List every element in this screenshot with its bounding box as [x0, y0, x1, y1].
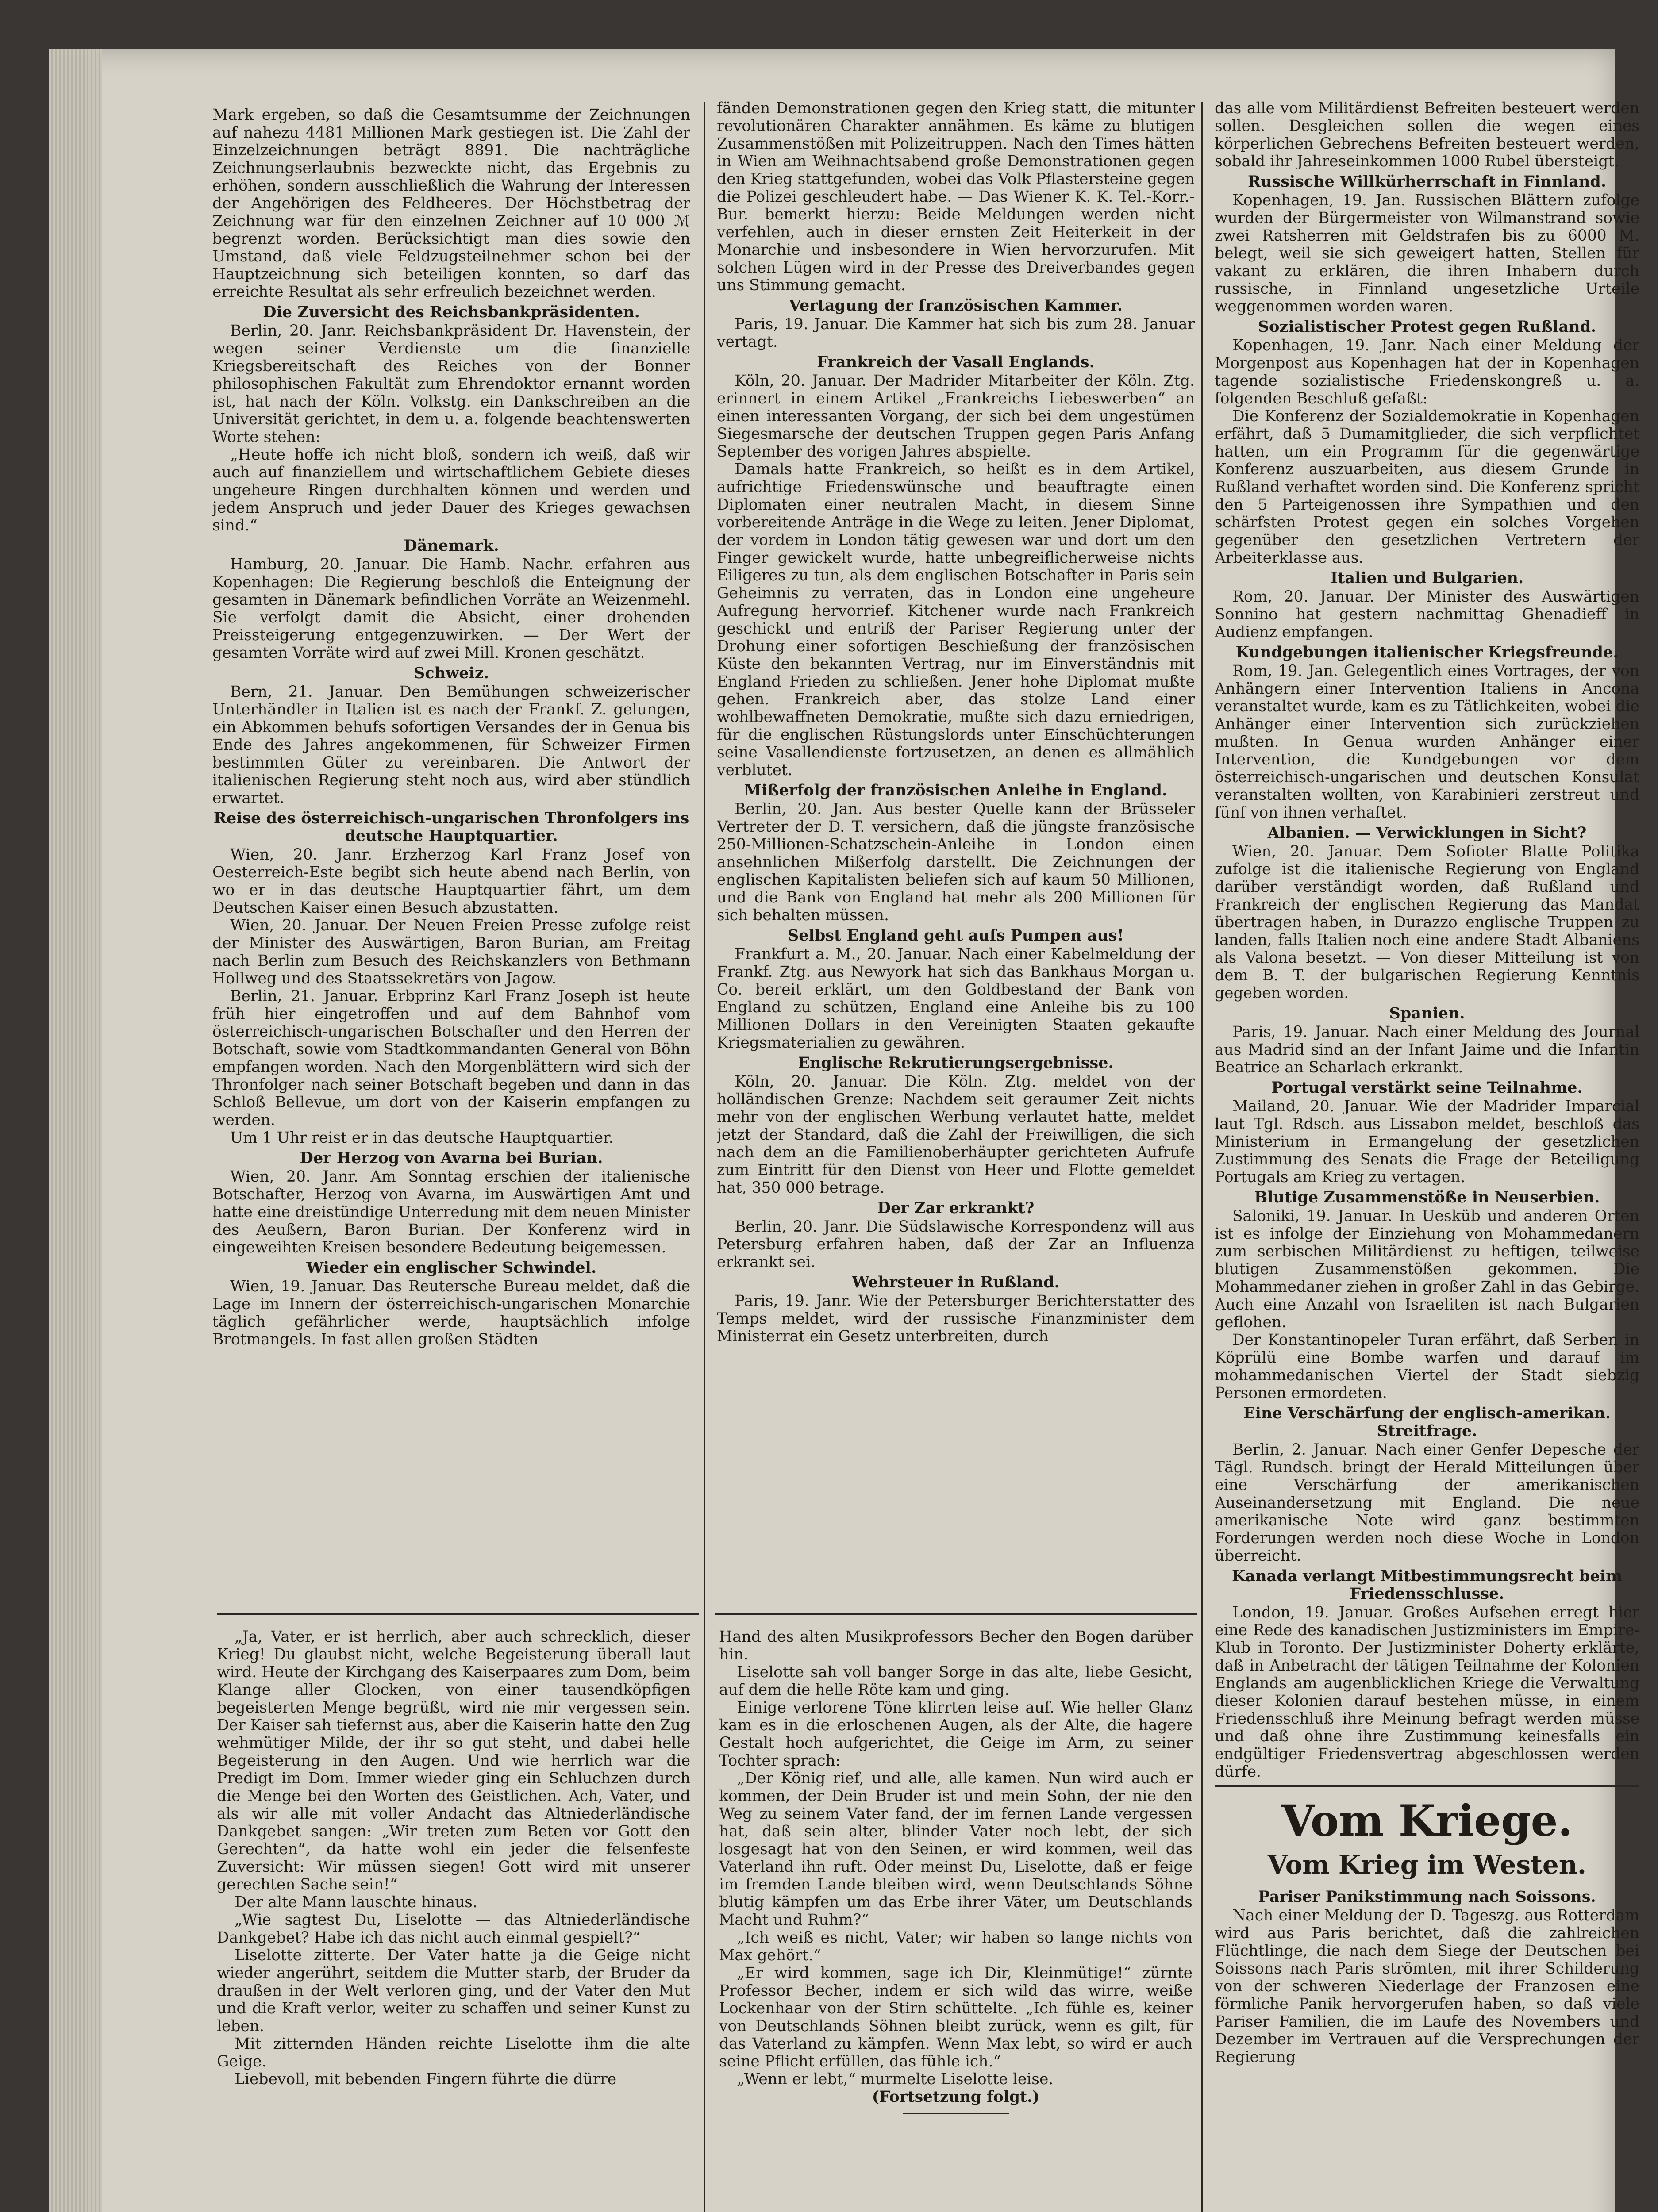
col3-heading-3: Italien und Bulgarien.: [1330, 569, 1524, 587]
col1-heading-2: Dänemark.: [404, 537, 499, 555]
feuilleton-right-para-5: „Ich weiß es nicht, Vater; wir haben so lange nichts von Max gehört.“: [719, 1929, 1193, 1964]
col3-heading-2: Sozialistischer Protest gegen Rußland.: [1258, 318, 1596, 336]
col3-para-6: Paris, 19. Januar. Nach einer Meldung des Journal aus Madrid sind an der Infant Jaime und die Infantin Beatrice an Scharlach erkrankt.: [1215, 1023, 1639, 1076]
feuilleton-left-para-3: „Wie sagtest Du, Liselotte — das Altniederländische Dankgebet? Habe ich das nicht auch einmal gespielt?“: [217, 1911, 690, 1947]
col2-heading-4: Selbst England geht aufs Pumpen aus!: [787, 926, 1124, 945]
col1-heading-1: Die Zuversicht des Reichsbankpräsidenten.: [263, 303, 640, 321]
col2-intro: fänden Demonstrationen gegen den Krieg statt, die mitunter revolutionären Charakter annähmen. Es käme zu blutigen Zusammenstößen mit Polizeitruppen. Nach den Times hätten in Wien am Weihnachtsabend große Demonstrationen gegen den Krieg stattgefunden, wobei das Volk Pflastersteine gegen die Polizei geschleudert habe. — Das Wiener K. K. Tel.-Korr.-Bur. bemerkt hierzu: Beide Meldungen werden nicht verfehlen, auch in dieser ernsten Zeit Heiterkeit in der Monarchie und insbesondere in Wien hervorzurufen. Mit solchen Lügen wird in der Presse des Dreiverbandes gegen uns Stimmung gemacht.: [717, 100, 1195, 294]
col1-para-5: Wien, 20. Janr. Am Sonntag erschien der italienische Botschafter, Herzog von Avarna, im Auswärtigen Amt und hatte eine dreistündige Unterredung mit dem neuen Minister des Aeußern, Baron Burian. Der Konferenz wird in eingeweihten Kreisen besondere Bedeutung beigemessen.: [212, 1168, 690, 1256]
col1-para-3: Bern, 21. Januar. Den Bemühungen schweizerischer Unterhändler in Italien ist es nach der Frankf. Z. gelungen, ein Abkommen behufs sofortigen Versandes der in Genua bis Ende des Jahres angekommenen, für Schweizer Firmen bestimmten Güter zu vereinbaren. Die Antwort der italienischen Regierung steht noch aus, wird aber stündlich erwartet.: [212, 683, 690, 807]
col2-para-6: Berlin, 20. Janr. Die Südslawische Korrespondenz will aus Petersburg erfahren haben, daß der Zar an Influenza erkrankt sei.: [717, 1218, 1195, 1271]
col3-heading-4: Kundgebungen italienischer Kriegsfreunde.: [1235, 643, 1619, 661]
col2-heading-1: Vertagung der französischen Kammer.: [789, 296, 1123, 315]
col3-para-1: Kopenhagen, 19. Jan. Russischen Blättern zufolge wurden der Bürgermeister von Wilmanstrand sowie zwei Ratsherren mit Geldstrafen bis zu 6000 M. belegt, weil sie sich geweigert hatten, Stellen für vakant zu erklären, die ihren Inhabern durch russische, in Finnland ungesetzliche Urteile weggenommen worden waren.: [1215, 192, 1639, 315]
col2-para-2: Köln, 20. Januar. Der Madrider Mitarbeiter der Köln. Ztg. erinnert in einem Artikel „Frankreichs Liebeswerben“ an einen interessanten Vorgang, der sich bei dem ungestümen Siegesmarsche der deutschen Truppen gegen Paris Anfang September des vorigen Jahres abspielte.: [717, 372, 1195, 461]
col2-heading-7: Wehrsteuer in Rußland.: [852, 1273, 1060, 1291]
page-edge-shadow: [49, 49, 102, 2212]
column-3: [1215, 100, 1639, 2212]
feuilleton-left-para-2: Der alte Mann lauschte hinaus.: [235, 1893, 477, 1911]
feuilleton-left-para-5: Mit zitternden Händen reichte Liselotte ihm die alte Geige.: [217, 2035, 690, 2070]
feuilleton-left-para-1: „Ja, Vater, er ist herrlich, aber auch schrecklich, dieser Krieg! Du glaubst nicht, welche Begeisterung überall laut wird. Heute der Kirchgang des Kaiserpaares zum Dom, beim Klange aller Glocken, von einer tausendköpfigen begeisterten Menge begrüßt, wird nie mir vergessen sein. Der Kaiser sah tiefernst aus, aber die Kaiserin hatte den Zug wehmütiger Milde, der ihr so gut steht, und dabei helle Begeisterung in den Augen. Und wie herrlich war die Predigt im Dom. Immer wieder ging ein Schluchzen durch die Menge bei den Worten des Geistlichen. Ach, Vater, und als wir alle mit voller Andacht das Altniederländische Dankgebet sangen: „Wir treten zum Beten vor Gott den Gerechten“, da hatte wohl ein jeder die felsenfeste Zuversicht: Wir müssen siegen! Gott wird mit unserer gerechten Sache sein!“: [217, 1628, 690, 1893]
feuilleton-right-para-3: Einige verlorene Töne klirrten leise auf. Wie heller Glanz kam es in die erloschenen Augen, als der Alte, die hagere Gestalt hoch aufgerichtet, die Geige im Arm, zu seiner Tochter sprach:: [719, 1699, 1193, 1770]
column-2: [717, 100, 1195, 1606]
col2-para-1: Paris, 19. Januar. Die Kammer hat sich bis zum 28. Januar vertagt.: [717, 315, 1195, 351]
col2-heading-3: Mißerfolg der französischen Anleihe in England.: [744, 781, 1168, 799]
feuilleton-right-para-4: „Der König rief, und alle, alle kamen. Nun wird auch er kommen, der Dein Bruder ist und mein Sohn, der nie den Weg zu seinem Vater fand, der im fernen Lande vergessen hat, daß sein alter, blinder Vater noch lebt, der sich losgesagt hat von den Seinen, er wird kommen, weil das Vaterland ihn ruft. Oder meinst Du, Liselotte, daß er feige im fremden Lande bleiben wird, wenn Deutschlands Söhne blutig kämpfen um das Erbe ihrer Väter, um Deutschlands Macht und Ruhm?“: [719, 1770, 1193, 1929]
col3-para-3: Rom, 20. Januar. Der Minister des Auswärtigen Sonnino hat gestern nachmittag Ghenadieff in Audienz empfangen.: [1215, 588, 1639, 641]
col1-para-4c: Berlin, 21. Januar. Erbprinz Karl Franz Joseph ist heute früh hier eingetroffen und auf dem Bahnhof vom österreichisch-ungarischen Botschafter und den Herren der Botschaft, sowie vom Stadtkommandanten General von Böhn empfangen worden. Nach den Morgenblättern wird sich der Thronfolger nach seiner Botschaft begeben und dann in das Schloß Bellevue, um dort von der Kaiserin empfangen zu werden.: [212, 987, 690, 1129]
col1-heading-6: Wieder ein englischer Schwindel.: [306, 1259, 597, 1277]
feuilleton-left-para-4: Liselotte zitterte. Der Vater hatte ja die Geige nicht wieder angerührt, seitdem die Mutter starb, der Bruder da draußen in der Welt verloren ging, und der Vater den Mut und die Kraft verlor, weiter zu schaffen und seiner Kunst zu leben.: [217, 1947, 690, 2035]
col1-intro: Mark ergeben, so daß die Gesamtsumme der Zeichnungen auf nahezu 4481 Millionen Mark gestiegen ist. Die Zahl der Einzelzeichnungen beträgt 8891. Die nachträgliche Zeichnungserlaubnis bezweckte nicht, das Ergebnis zu erhöhen, sondern ausschließlich die Wahrung der Interessen der Angehörigen des Feldheeres. Der Höchstbetrag der Zeichnung war für den einzelnen Zeichner auf 10 000 ℳ begrenzt worden. Berücksichtigt man dies sowie den Umstand, daß viele Feldzugsteilnehmer schon bei der Hauptzeichnung sich beteiligen konnten, so darf das erreichte Resultat als sehr erfreulich bezeichnet werden.: [212, 106, 690, 301]
col1-para-4b: Wien, 20. Januar. Der Neuen Freien Presse zufolge reist der Minister des Auswärtigen, Baron Burian, am Freitag nach Berlin zum Besuch des Reichskanzlers von Bethmann Hollweg und des Staatssekretärs von Jagow.: [212, 917, 690, 987]
col1-para-1: Berlin, 20. Janr. Reichsbankpräsident Dr. Havenstein, der wegen seiner Verdienste um die finanzielle Kriegsbereitschaft des Reiches von der Bonner philosophischen Fakultät zum Ehrendoktor ernannt worden ist, hat nach der Köln. Volkstg. ein Dankschreiben an die Universität gerichtet, in dem u. a. folgende beachtenswerten Worte stehen:: [212, 322, 690, 446]
feuilleton-right-para-6: „Er wird kommen, sage ich Dir, Kleinmütige!“ zürnte Professor Becher, indem er sich wild das wirre, weiße Lockenhaar von der Stirn schüttelte. „Ich fühle es, keiner von Deutschlands Söhnen bleibt zurück, wenn es gilt, für das Vaterland zu kämpfen. Wenn Max lebt, so wird er auch seine Pflicht erfüllen, das fühle ich.“: [719, 1964, 1193, 2070]
col3-para-8b: Der Konstantinopeler Turan erfährt, daß Serben in Köprülü eine Bombe warfen und darauf im mohammedanischen Viertel der Stadt siebzig Personen ermordeten.: [1215, 1331, 1639, 1402]
col2-heading-6: Der Zar erkrankt?: [877, 1199, 1035, 1217]
col3-para-11: Nach einer Meldung der D. Tageszg. aus Rotterdam wird aus Paris berichtet, daß die zahlreichen Flüchtlinge, die nach dem Siege der Deutschen bei Soissons nach Paris strömten, mit ihrer Schilderung von der schweren Niederlage der Franzosen eine förmliche Panik hervorgerufen haben, so daß viele Pariser Familien, die im Laufe des Novembers und Dezember im Vertrauen auf die Versprechungen der Regierung: [1215, 1907, 1639, 2066]
feuilleton-left-para-6: Liebevoll, mit bebenden Fingern führte die dürre: [235, 2070, 617, 2088]
col1-heading-5: Der Herzog von Avarna bei Burian.: [300, 1149, 603, 1167]
col3-heading-8: Blutige Zusammenstöße in Neuserbien.: [1254, 1188, 1600, 1206]
col2-para-5: Köln, 20. Januar. Die Köln. Ztg. meldet von der holländischen Grenze: Nachdem seit geraumer Zeit nichts mehr von der englischen Werbung verlautet hatte, meldet jetzt der Standard, daß die Zahl der Freiwilligen, die sich nach dem an die Familienoberhäupter gerichteten Aufrufe zum Eintritt für den Dienst von Heer und Flotte gemeldet hat, 350 000 betrage.: [717, 1073, 1195, 1197]
column-rule-1: [704, 102, 705, 2212]
col2-para-2b: Damals hatte Frankreich, so heißt es in dem Artikel, aufrichtige Friedenswünsche und beauftragte einen Diplomaten einer neutralen Macht, in diesem Sinne vorbereitende Anträge in die Wege zu leiten. Jener Diplomat, der vordem in London tätig gewesen war und dort um den Finger gewickelt wurde, hatte unbegreiflicherweise nichts Eiligeres zu tun, als dem englischen Botschafter in Paris sein Geheimnis zu verraten, das in London eine ungeheure Aufregung hervorrief. Kitchener wurde nach Frankreich geschickt und entriß der Pariser Regierung unter der Drohung einer sofortigen Beschießung der französischen Küste den bekannten Vertrag, nur im Einverständnis mit England Frieden zu schließen. Jener hohe Diplomat mußte gehen. Frankreich aber, das stolze Land einer wohlbewaffneten Demokratie, mußte sich dazu erniedrigen, für die englischen Rüstungslords unter Einschüchterungen seine Vasallendienste fortzusetzen, an denen es allmählich verblutet.: [717, 461, 1195, 779]
column-1: [212, 106, 690, 1606]
col3-para-4: Rom, 19. Jan. Gelegentlich eines Vortrages, der von Anhängern einer Intervention Italiens in Ancona veranstaltet wurde, kam es zu Tätlichkeiten, wobei die Anhänger einer Intervention sich zurückziehen mußten. In Genua wurden Anhänger einer Intervention, die Kundgebungen vor dem österreichisch-ungarischen und deutschen Konsulat veranstalten wollten, von Karabinieri zerstreut und fünf von ihnen verhaftet.: [1215, 662, 1639, 822]
feuilleton-separator-right: [715, 1613, 1197, 1615]
col2-para-4: Frankfurt a. M., 20. Januar. Nach einer Kabelmeldung der Frankf. Ztg. aus Newyork hat sich das Bankhaus Morgan u. Co. bereit erklärt, um den Goldbestand der Bank von England zu schützen, England eine Anleihe bis zu 100 Millionen Dollars in den Vereinigten Staaten gekaufte Kriegsmaterialien zu gewähren.: [717, 945, 1195, 1052]
col2-heading-5: Englische Rekrutierungsergebnisse.: [798, 1054, 1114, 1072]
feuilleton-left: [217, 1628, 690, 2212]
col3-para-5: Wien, 20. Januar. Dem Sofioter Blatte Politika zufolge ist die italienische Regierung von England darüber verständigt worden, daß Rußland und Frankreich der englischen Regierung das Mandat übertragen haben, in Durazzo englische Truppen zu landen, falls Italien noch eine andere Stadt Albaniens als Valona besetzt. — Von dieser Mitteilung ist von dem B. T. der bulgarischen Regierung Kenntnis gegeben worden.: [1215, 843, 1639, 1002]
col2-heading-2: Frankreich der Vasall Englands.: [817, 353, 1095, 371]
col3-para-7: Mailand, 20. Januar. Wie der Madrider Imparcial laut Tgl. Rdsch. aus Lissabon meldet, beschloß das Ministerium in Ermangelung der gesetzlichen Zustimmung des Senats die Frage der Beteiligung Portugals am Krieg zu vertagen.: [1215, 1098, 1639, 1186]
col3-para-9: Berlin, 2. Januar. Nach einer Genfer Depesche der Tägl. Rundsch. bringt der Herald Mitteilungen über eine Verschärfung der amerikanischen Auseinandersetzung mit England. Die neue amerikanische Note wird ganz bestimmten Forderungen werden noch diese Woche in London überreicht.: [1215, 1441, 1639, 1565]
column-rule-2: [1201, 102, 1203, 2212]
col1-para-6: Wien, 19. Januar. Das Reutersche Bureau meldet, daß die Lage im Innern der österreichisch-ungarischen Monarchie täglich gefährlicher werde, hauptsächlich infolge Brotmangels. In fast allen großen Städten: [212, 1278, 690, 1348]
col1-para-2: Hamburg, 20. Januar. Die Hamb. Nachr. erfahren aus Kopenhagen: Die Regierung beschloß die Enteignung der gesamten in Dänemark befindlichen Vorräte an Weizenmehl. Sie verfolgt damit die Absicht, einer drohenden Preissteigerung entgegenzuwirken. — Der Wert der gesamten Vorräte wird auf zwei Mill. Kronen geschätzt.: [212, 556, 690, 662]
col3-heading-5: Albanien. — Verwicklungen in Sicht?: [1267, 824, 1587, 842]
feuilleton-right-para-7: „Wenn er lebt,“ murmelte Liselotte leise.: [737, 2070, 1054, 2088]
end-rule: [903, 2113, 1009, 2114]
col1-para-4: Wien, 20. Janr. Erzherzog Karl Franz Josef von Oesterreich-Este begibt sich heute abend nach Berlin, von wo er in das deutsche Hauptquartier fährt, um dem Deutschen Kaiser einen Besuch abzustatten.: [212, 846, 690, 917]
col3-heading-7: Portugal verstärkt seine Teilnahme.: [1271, 1079, 1583, 1097]
col2-para-3: Berlin, 20. Jan. Aus bester Quelle kann der Brüsseler Vertreter der D. T. versichern, daß die jüngste französische 250-Millionen-Schatzschein-Anleihe in London einen ansehnlichen Mißerfolg darstellt. Die Zeichnungen der englischen Kapitalisten beliefen sich auf kaum 50 Millionen, und die Bank von England hat mehr als 200 Millionen für sich behalten müssen.: [717, 800, 1195, 924]
feuilleton-separator-left: [217, 1613, 699, 1615]
col3-heading-9: Eine Verschärfung der englisch-amerikan. Streitfrage.: [1243, 1404, 1611, 1440]
feuilleton-right-para-1: Hand des alten Musikprofessors Becher den Bogen darüber hin.: [719, 1628, 1193, 1663]
col2-para-7: Paris, 19. Janr. Wie der Petersburger Berichterstatter des Temps meldet, wird der russische Finanzminister dem Ministerrat ein Gesetz unterbreiten, durch: [717, 1292, 1195, 1345]
continued-note: (Fortsetzung folgt.): [872, 2088, 1040, 2106]
col3-heading-1: Russische Willkürherrschaft in Finnland.: [1247, 173, 1607, 191]
col1-heading-4: Reise des österreichisch-ungarischen Thronfolgers ins deutsche Hauptquartier.: [213, 809, 689, 845]
section-title-vom-kriege: Vom Kriege.: [1281, 1796, 1573, 1846]
col3-para-2b: Die Konferenz der Sozialdemokratie in Kopenhagen erfährt, daß 5 Dumamitglieder, die sich verpflichtet hatten, um ein Programm für die gegenwärtige Konferenz auszuarbeiten, aus diesem Grunde in Rußland verhaftet worden sind. Die Konferenz spricht den 5 Parteigenossen ihre Sympathien und den schärfsten Protest gegen ein solches Vorgehen gegenüber den gesetzlichen Vertretern der Arbeiterklasse aus.: [1215, 407, 1639, 567]
col3-intro: das alle vom Militärdienst Befreiten besteuert werden sollen. Desgleichen sollen die wegen eines körperlichen Gebrechens Befreiten besteuert werden, sobald ihr Jahreseinkommen 1000 Rubel übersteigt.: [1215, 100, 1639, 170]
col3-para-10: London, 19. Januar. Großes Aufsehen erregt hier eine Rede des kanadischen Justizministers im Empire-Klub in Toronto. Der Justizminister Doherty erklärte, daß in Anbetracht der tätigen Teilnahme der Kolonien Englands am augenblicklichen Kriege die Verwaltung dieser Kolonien darauf bestehen müsse, in einem Friedensschluß ihre Meinung befragt werden müsse und daß ohne ihre Zustimmung keinesfalls ein endgültiger Friedensvertrag abgeschlossen werden dürfe.: [1215, 1604, 1639, 1781]
col1-heading-3: Schweiz.: [414, 664, 489, 682]
section-subtitle-westen: Vom Krieg im Westen.: [1267, 1850, 1587, 1880]
col3-heading-10: Kanada verlangt Mitbestimmungsrecht beim Friedensschlusse.: [1232, 1567, 1622, 1603]
col1-para-4d: Um 1 Uhr reist er in das deutsche Hauptquartier.: [230, 1129, 614, 1147]
col3-heading-11: Pariser Panikstimmung nach Soissons.: [1258, 1888, 1596, 1906]
col1-para-1b: „Heute hoffe ich nicht bloß, sondern ich weiß, daß wir auch auf finanziellem und wirtschaftlichem Gebiete dieses ungeheure Ringen durchhalten können und werden und jedem Anspruch und jeder Dauer des Krieges gewachsen sind.“: [212, 446, 690, 534]
col3-heading-6: Spanien.: [1389, 1004, 1465, 1022]
feuilleton-right-para-2: Liselotte sah voll banger Sorge in das alte, liebe Gesicht, auf dem die helle Röte kam und ging.: [719, 1663, 1193, 1699]
col3-para-2: Kopenhagen, 19. Janr. Nach einer Meldung der Morgenpost aus Kopenhagen hat der in Kopenhagen tagende sozialistische Friedenskongreß u. a. folgenden Beschluß gefaßt:: [1215, 337, 1639, 407]
feuilleton-right: [719, 1628, 1193, 2212]
col3-para-8: Saloniki, 19. Januar. In Uesküb und anderen Orten ist es infolge der Einziehung von Mohammedanern zum serbischen Militärdienst zu heftigen, teilweise blutigen Zusammenstößen gekommen. Die Mohammedaner ziehen in großer Zahl in das Gebirge. Auch eine Anzahl von Israeliten ist nach Bulgarien geflohen.: [1215, 1207, 1639, 1331]
section-rule: [1215, 1785, 1639, 1787]
